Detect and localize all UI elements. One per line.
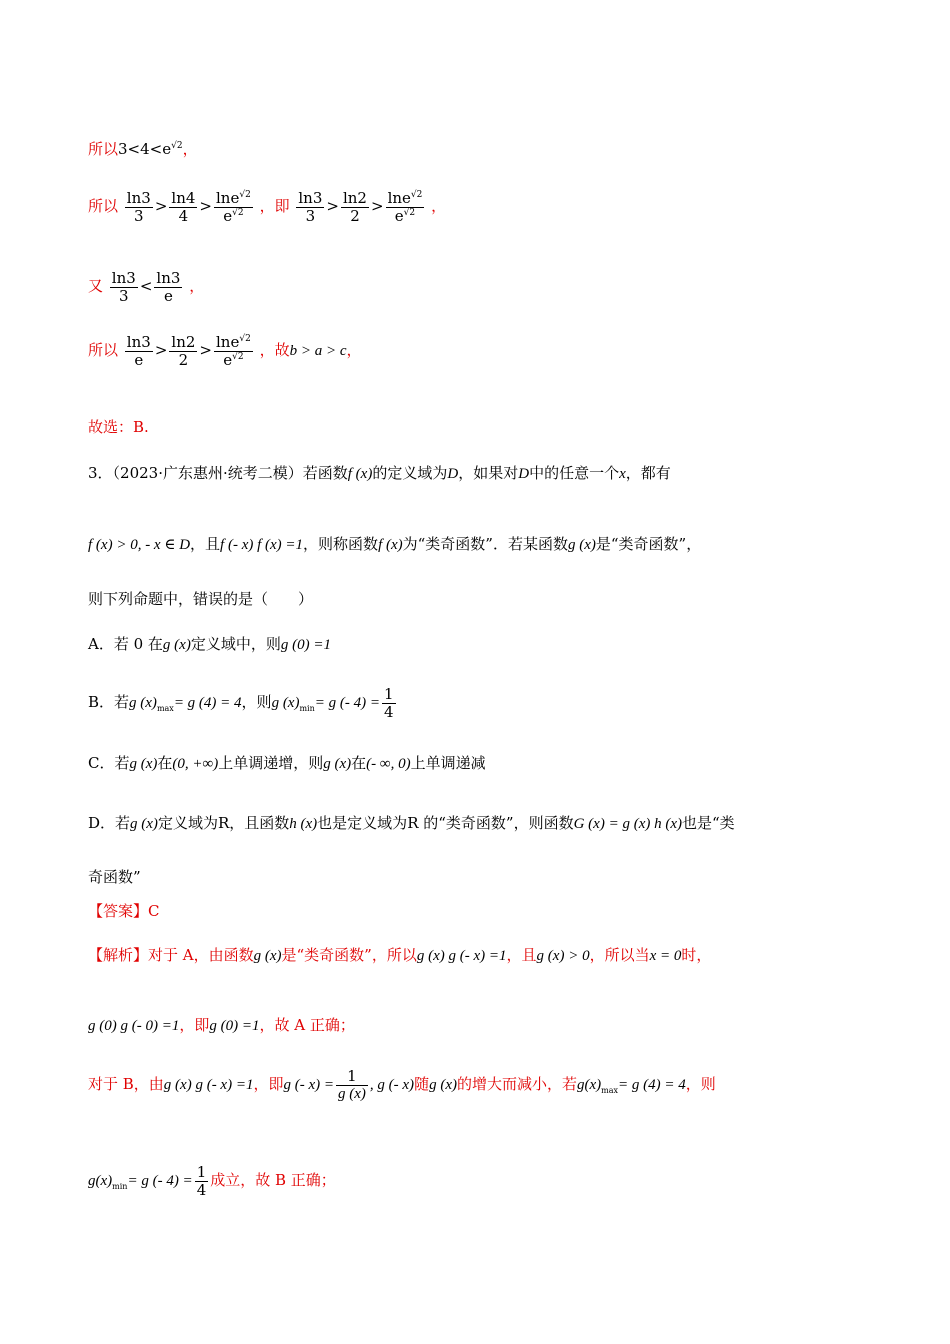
fraction: $\frac{\ln e^{√2}}{e^{√2}}$ — [215, 189, 251, 225]
explanation-line-3: 对于 B，由g (x) g (- x) =1，即g (- x) = $\frac{1}{g (x)}$ , g (- x)随g (x)的增大而减小，若$g(x)_{max}= g$ (4) = 4，则 — [88, 1067, 716, 1102]
step-line-3: 又 $\frac{\ln 3}{3}$ < $\frac{\ln 3}{e}$ ， — [88, 269, 205, 305]
answer-line: 【答案】C — [88, 902, 160, 920]
fraction: $\frac{\ln 3}{e}$ — [156, 269, 181, 305]
step-line-4: 所以 $\frac{\ln 3}{e}$ > $\frac{\ln 2}{2}$ > $\frac{\ln e^{√2}}{e^{√2}}$ ，故b > a > c， — [88, 333, 362, 369]
option-d: D．若g (x)定义域为R，且函数h (x)也是定义域为R 的“类奇函数”，则函数G (x) = g (x) h (x)也是“类 — [88, 814, 735, 832]
fraction: $\frac{1}{4}$ — [196, 1163, 207, 1199]
fraction: $\frac{\ln 2}{2}$ — [342, 189, 367, 225]
question-line-1: 3．（2023·广东惠州·统考二模）若函数f (x)的定义域为D，如果对D中的任意一个x，都有 — [88, 464, 671, 482]
option-a: A．若 0 在g (x)定义域中，则g (0) =1 — [88, 635, 331, 653]
fraction: $\frac{\ln 3}{3}$ — [298, 189, 323, 225]
question-line-2: f (x) > 0, - x ∈ D，且f (- x) f (x) =1，则称函数f (x)为“类奇函数”．若某函数g (x)是“类奇函数”， — [88, 535, 702, 553]
step-line-5: 故选：B. — [88, 418, 149, 436]
fraction: $\frac{1}{4}$ — [384, 685, 394, 721]
question-line-3: 则下列命题中，错误的是（ ） — [88, 590, 314, 608]
step-line-1: 所以$3<4<e^{√2}$， — [88, 140, 198, 158]
fraction: $\frac{1}{g (x)}$ — [338, 1067, 366, 1102]
fraction: $\frac{\ln 4}{4}$ — [171, 189, 196, 225]
explanation-line-4: $g(x)_{min}= g$ (- 4) = $\frac{1}{4}$ 成立，故 B 正确； — [88, 1163, 336, 1199]
explanation-line-2: g (0) g (- 0) =1，即g (0) =1，故 A 正确； — [88, 1016, 355, 1034]
option-d-continued: 奇函数” — [88, 868, 141, 886]
fraction: $\frac{\ln e^{√2}}{e^{√2}}$ — [215, 333, 251, 369]
fraction: $\frac{\ln 3}{e}$ — [126, 333, 151, 369]
fraction: $\frac{\ln 3}{3}$ — [111, 269, 136, 305]
explanation-line-1: 【解析】对于 A，由函数g (x)是“类奇函数”，所以g (x) g (- x) =1，且g (x) > 0，所以当x = 0时， — [88, 946, 712, 964]
fraction: $\frac{\ln 2}{2}$ — [171, 333, 196, 369]
text: 所以 — [88, 140, 119, 158]
step-line-2: 所以 $\frac{\ln 3}{3}$ > $\frac{\ln 4}{4}$ > $\frac{\ln e^{√2}}{e^{√2}}$ ，即 $\frac{\ln 3}{3}$ > $\frac{\ln 2}{2}$ > $\frac{\ln e^{√2}}{e^{√2}}$ ， — [88, 189, 447, 225]
option-c: C．若g (x)在(0, +∞)上单调递增，则g (x)在(- ∞, 0)上单调递减 — [88, 754, 486, 772]
fraction: $\frac{\ln e^{√2}}{e^{√2}}$ — [387, 189, 423, 225]
fraction: $\frac{\ln 3}{3}$ — [126, 189, 151, 225]
option-b: B．若g $(x)_{max}= g$ (4) = 4，则g $(x)_{min}= g$ (- 4) = $\frac{1}{4}$ — [88, 685, 394, 721]
math-inequality: $3<4<e^{√2}$ — [118, 140, 183, 158]
